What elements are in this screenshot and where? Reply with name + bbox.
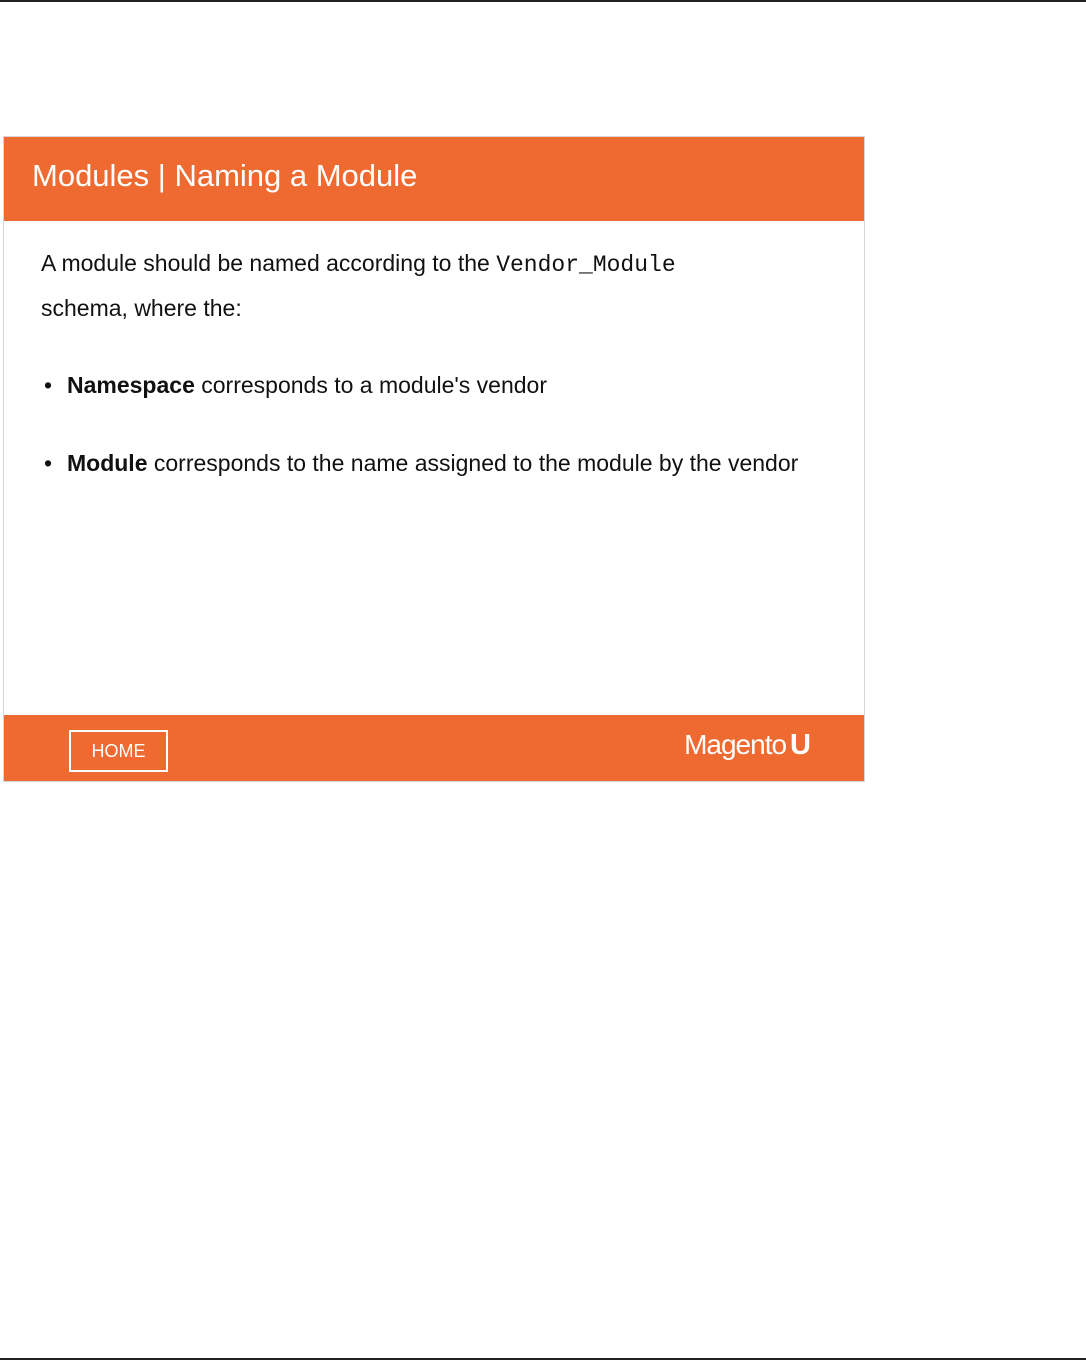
slide bbox=[3, 136, 865, 782]
page-bottom-rule bbox=[0, 1358, 1086, 1360]
bullet-text: corresponds to a module's vendor bbox=[194, 372, 548, 398]
bullet-dot-icon: • bbox=[43, 372, 53, 398]
bullet-namespace bbox=[41, 363, 801, 407]
intro-text-after: schema, where the: bbox=[41, 295, 242, 321]
slide-footer bbox=[4, 715, 864, 781]
intro-paragraph bbox=[41, 242, 801, 330]
bullet-module bbox=[41, 441, 801, 485]
schema-code: Vendor_Module bbox=[496, 252, 676, 278]
bullet-list bbox=[41, 363, 801, 485]
page-top-rule bbox=[0, 0, 1086, 2]
logo-wordmark: Magento bbox=[684, 729, 787, 760]
intro-text-before: A module should be named according to the bbox=[41, 250, 497, 276]
slide-title: Modules | Naming a Module bbox=[32, 158, 418, 193]
slide-header bbox=[4, 137, 864, 221]
bullet-term: Module bbox=[67, 450, 148, 476]
home-button[interactable]: HOME bbox=[69, 730, 168, 772]
logo-u-mark: U bbox=[790, 729, 811, 761]
slide-body bbox=[41, 242, 801, 519]
bullet-term: Namespace bbox=[67, 372, 195, 398]
magento-u-logo bbox=[684, 729, 811, 762]
bullet-text: corresponds to the name assigned to the module by the vendor bbox=[147, 450, 799, 476]
bullet-dot-icon: • bbox=[43, 450, 53, 476]
